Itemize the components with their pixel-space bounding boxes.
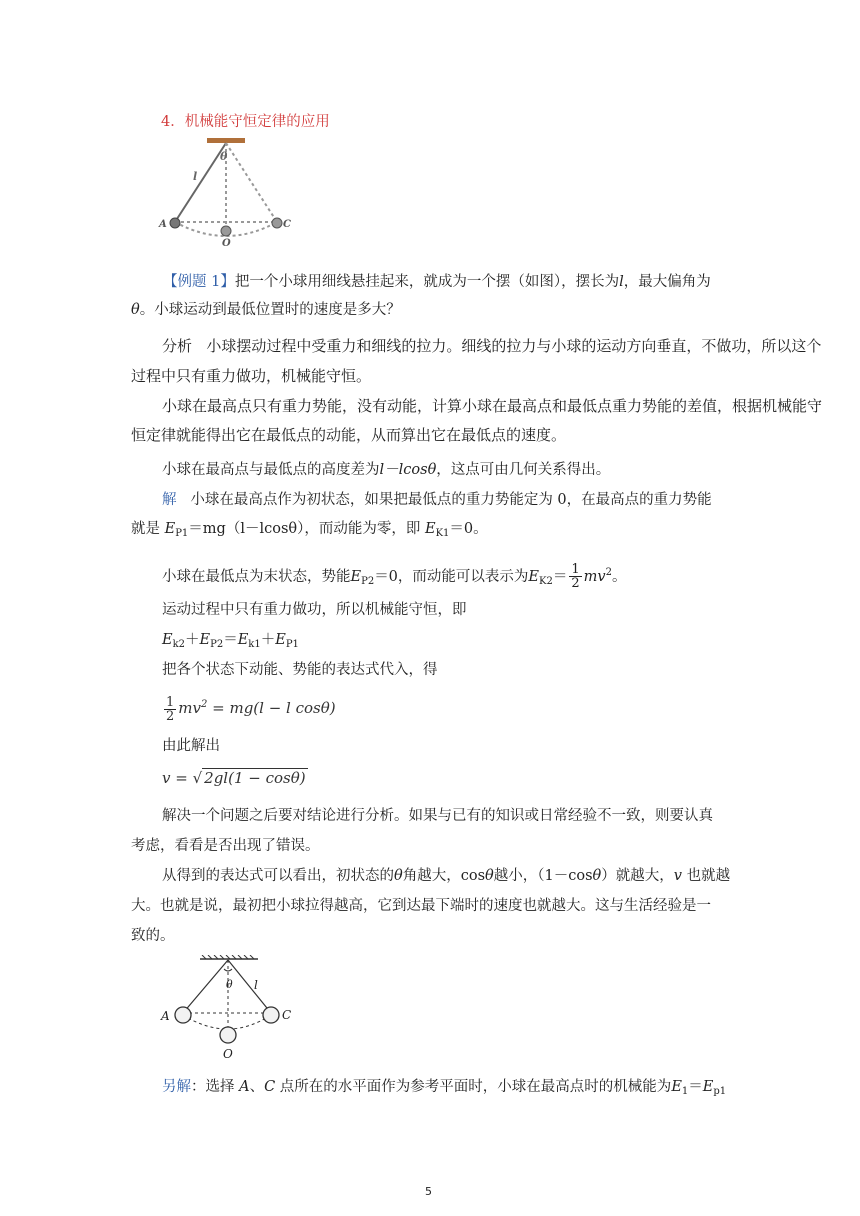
analysis-label: 分析: [162, 337, 193, 355]
analysis-line-1: 分析 小球摆动过程中受重力和细线的拉力。细线的拉力与小球的运动方向垂直，不做功，所以这个: [162, 337, 822, 355]
analysis-line-3: 小球在最高点只有重力势能，没有动能，计算小球在最高点和最低点重力势能的差值，根据机械能守: [162, 397, 823, 415]
pendulum-figure-1: [155, 138, 295, 248]
fig1-l: l: [193, 170, 198, 183]
fig2-l: l: [254, 978, 258, 992]
fig2-theta: θ: [226, 978, 233, 991]
fig1-O: O: [222, 238, 231, 248]
height-line: 小球在最高点与最低点的高度差为l－lcosθ，这点可由几何关系得出。: [162, 462, 611, 478]
fraction-half: $\frac{1}{2}$: [571, 562, 580, 592]
solution-line-3: 小球在最低点为末状态，势能$E_{P2}=0$，而动能可以表示为$E_{K2}=$ $\frac{1}{2}$ $mv^2$。: [162, 562, 627, 592]
discussion-line-1: 解决一个问题之后要对结论进行分析。如果与已有的知识或日常经验不一致，则要认真: [162, 808, 713, 824]
example-line-2: θ。小球运动到最低位置时的速度是多大？: [131, 302, 401, 318]
page-number: 5: [425, 1185, 432, 1198]
section-title: 4．机械能守恒定律的应用: [161, 114, 330, 130]
example-tag: 【例题 1】: [163, 274, 235, 290]
solution-line-1: 解 小球在最高点作为初状态，如果把最低点的重力势能定为 0，在最高点的重力势能: [162, 492, 712, 508]
fig1-A: A: [159, 219, 167, 230]
analysis-line-4: 恒定律就能得出它在最低点的动能，从而算出它在最低点的速度。: [131, 426, 567, 444]
discussion-line-3: 从得到的表达式可以看出，初状态的θ角越大，cosθ越小，（1－cosθ）就越大，v 也就越: [162, 868, 731, 884]
energy-conservation-eq: $E_{k2}+E_{P2}=E_{k1}+E_{P1}$: [162, 632, 299, 650]
fig1-C: C: [283, 219, 291, 230]
fig2-C: C: [282, 1008, 292, 1022]
example-line-1: 【例题 1】把一个小球用细线悬挂起来，就成为一个摆（如图），摆长为l，最大偏角为: [163, 274, 711, 290]
solution-line-5: 把各个状态下动能、势能的表达式代入，得: [162, 662, 438, 678]
fig2-O: O: [223, 1047, 233, 1061]
solution-line-6: 由此解出: [162, 738, 220, 754]
discussion-line-4: 大。也就是说，最初把小球拉得越高，它到达最下端时的速度也就越大。这与生活经验是一: [131, 898, 711, 914]
fig2-A: A: [161, 1009, 170, 1023]
discussion-line-5: 致的。: [131, 928, 175, 944]
solution-line-4: 运动过程中只有重力做功，所以机械能守恒，即: [162, 602, 467, 618]
solution-label: 解: [162, 492, 177, 508]
solution-line-2: 就是 $E_{P1}=mg(l-lcos\theta)$，而动能为零，即 $E_{K1}=0$。: [131, 521, 488, 539]
formula-2: v = √ 2gl(1 − cosθ): [162, 769, 306, 787]
discussion-line-2: 考虑，看看是否出现了错误。: [131, 838, 320, 854]
formula-1: $\frac{1}{2}$ $mv^2 = mg(l - l$ cosθ): [166, 694, 336, 724]
alt-solution-line: 另解：选择 A、C 点所在的水平面作为参考平面时，小球在最高点时的机械能为$E_1=E_{p1}$: [162, 1079, 727, 1097]
alt-label: 另解: [162, 1079, 191, 1095]
fig1-theta: θ: [220, 150, 228, 163]
pendulum-figure-2: [158, 955, 298, 1065]
analysis-line-2: 过程中只有重力做功，机械能守恒。: [131, 367, 372, 385]
